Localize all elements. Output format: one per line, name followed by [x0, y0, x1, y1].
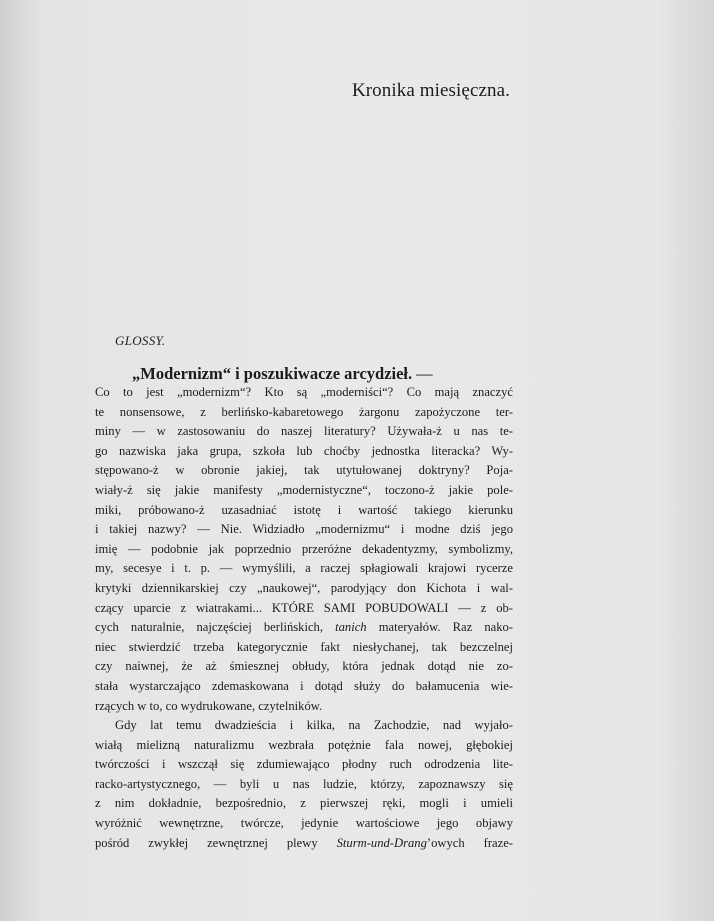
text-line: z nim dokładnie, bezpośrednio, z pierwszej ręki, mogli i umieli — [95, 796, 513, 811]
text-line: krytyki dziennikarskiej czy „naukowej“, parodyjący don Kichota i wal- — [95, 580, 513, 595]
text-line-with-italic — [95, 618, 513, 638]
text-line: imię — podobnie jak poprzednio przeróżne dekadentyzmy, symbolizmy, — [95, 541, 513, 556]
article-title-text: „Modernizm“ i poszukiwacze arcydzieł. — [132, 364, 413, 383]
running-header: Kronika miesięczna. — [351, 80, 510, 101]
text-fragment: pośród zwykłej zewnętrznej plewy — [95, 835, 318, 850]
section-label: GLOSSY. — [115, 333, 166, 348]
text-line: go nazwiska jaka grupa, szkoła lub choćby jednostka literacka? Wy- — [95, 443, 513, 458]
text-fragment: cych naturalnie, najczęściej berlińskich, — [95, 620, 323, 635]
text-line: twórczości i wszczął się zdumiewająco płodny ruch odrodzenia lite- — [95, 757, 513, 772]
text-line: wyróżnić wewnętrzne, twórcze, jedynie wartościowe jego objawy — [95, 816, 513, 831]
text-line: wiały-ż się jakie manifesty „modernistyczne“, toczono-ż jakie pole- — [95, 482, 513, 497]
italic-phrase: Sturm-und-Drang — [336, 835, 427, 850]
text-line: i takiej nazwy? — Nie. Widziadło „modernizmu“ i modne dziś jego — [95, 522, 513, 537]
text-line: miny — w zastosowaniu do naszej literatury? Używała-ż u nas te- — [95, 424, 513, 439]
article-title-dash: — — [416, 364, 433, 383]
text-line: Gdy lat temu dwadzieścia i kilka, na Zachodzie, nad wyjało- — [115, 718, 513, 733]
text-line: te nonsensowe, z berlińsko-kabaretowego żargonu zapożyczone ter- — [95, 404, 513, 419]
article-body — [95, 383, 513, 853]
article-title — [132, 364, 433, 384]
text-line: rzących w to, co wydrukowane, czytelników. — [95, 698, 323, 713]
text-line-with-italic — [95, 834, 513, 854]
text-line: stępowano-ż w obronie jakiej, tak utytułowanej doktryny? Poja- — [95, 463, 513, 478]
text-line: czy naiwnej, że aż śmiesznej obłudy, która jednak dotąd nie zo- — [95, 659, 513, 674]
text-line: miki, próbowano-ż uzasadniać istotę i wartość takiego kierunku — [95, 502, 513, 517]
text-line: Co to jest „modernizm“? Kto są „moderniści“? Co mają znaczyć — [95, 385, 513, 399]
text-line: wiałą mielizną naturalizmu wezbrała potężnie fala nowej, głębokiej — [95, 737, 513, 752]
text-line: my, secesye i t. p. — wymyślili, a raczej spłagiowali krajowi rycerze — [95, 561, 513, 576]
text-fragment: ’owych fraze- — [426, 835, 513, 850]
text-line: stała wystarczająco zdemaskowana i dotąd służy do bałamucenia wie- — [95, 678, 513, 693]
italic-word: tanich — [335, 620, 367, 635]
text-fragment: materyałów. Raz nako- — [378, 620, 513, 635]
text-line: czący uparcie z wiatrakami... KTÓRE SAMI POBUDOWALI — z ob- — [95, 600, 513, 615]
text-line: racko-artystycznego, — byli u nas ludzie, którzy, zapoznawszy się — [95, 776, 513, 791]
text-line: niec stwierdzić trzeba kategorycznie fakt niesłychanej, tak bezczelnej — [95, 639, 513, 654]
